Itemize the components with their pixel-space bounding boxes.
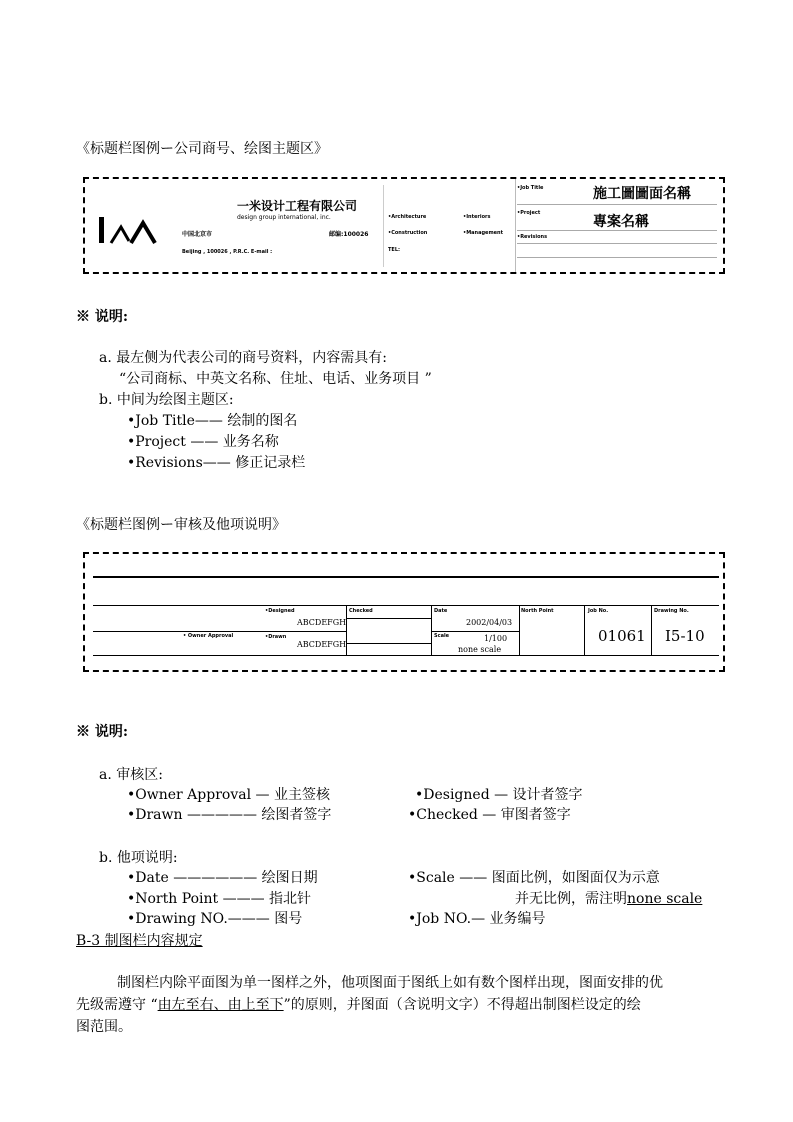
revisions-label: •Revisions [517,234,548,240]
service-architecture: •Architecture [388,214,427,220]
section-title-approval: 《标题栏图例ー审核及他项说明》 [76,517,286,533]
note-drawn: •Drawn ————— 绘图者签字 [127,807,332,823]
note-date: •Date —————— 绘图日期 [127,870,318,886]
company-tel: TEL: [388,247,401,253]
section-heading-b3: B-3 制图栏内容规定 [76,933,203,949]
note-b: b. 中间为绘图主题区: [99,392,234,408]
owner-approval-label: • Owner Approval [183,633,234,639]
note-other-heading: b. 他项说明: [99,850,178,866]
date-label: Date [434,608,448,614]
company-address: Beijing , 100026 , P.R.C. E-mail : [182,249,273,255]
company-city: 中国北京市 [182,231,213,238]
job-no-label: Job No. [588,608,609,614]
date-value: 2002/04/03 [466,618,513,627]
title-block-company [83,177,725,274]
note-revisions: •Revisions—— 修正记录栏 [127,455,306,471]
company-postcode: 邮编:100026 [329,231,369,238]
job-no-value: 01061 [598,627,646,645]
title-block-approval [83,552,725,672]
company-name-en: design group international, inc. [237,214,331,221]
north-point-label: North Point [521,608,554,614]
company-logo-icon [97,211,177,247]
note-heading-1: ※ 说明: [76,309,129,325]
designed-value: ABCDEFGH [297,618,347,627]
paragraph-line-3: 图范围。 [76,1019,132,1035]
note-scale: •Scale —— 图面比例，如图面仅为示意 [408,870,660,886]
drawn-value: ABCDEFGH [297,640,347,649]
drawn-label: •Drawn [265,634,287,640]
note-a: a. 最左侧为代表公司的商号资料，内容需具有: [99,350,387,366]
note-drawing-no: •Drawing NO.——— 图号 [127,911,303,927]
project-label: •Project [517,210,541,216]
scale-label: Scale [434,633,450,639]
service-interiors: •Interiors [463,214,491,220]
paragraph-line-2: 先级需遵守 “由左至右、由上至下”的原则，并图面（含说明文字）不得超出制图栏设定的绘 [76,997,641,1013]
designed-label: •Designed [265,608,295,614]
note-north-point: •North Point ——— 指北针 [127,891,312,907]
service-construction: •Construction [388,230,428,236]
section-title-company: 《标题栏图例ー公司商号、绘图主题区》 [76,141,328,157]
note-scale-cont: 并无比例，需注明none scale [515,891,703,907]
note-project: •Project —— 业务名称 [127,434,279,450]
note-job-no: •Job NO.— 业务编号 [408,911,546,927]
drawing-no-value: I5-10 [665,627,705,645]
checked-label: Checked [349,608,373,614]
service-management: •Management [463,230,503,236]
job-title-label: •Job Title [517,185,544,191]
note-designed: •Designed — 设计者签字 [415,787,583,803]
scale-note: none scale [458,645,502,654]
note-owner-approval: •Owner Approval — 业主签核 [127,787,330,803]
note-job-title: •Job Title—— 绘制的图名 [127,413,298,429]
scale-value: 1/100 [484,634,508,643]
job-title-value: 施工圖圖面名稱 [593,186,691,202]
note-approval-heading: a. 审核区: [99,767,163,783]
paragraph-line-1: 制图栏内除平面图为单一图样之外，他项图面于图纸上如有数个图样出现，图面安排的优 [117,975,663,991]
company-name-cn: 一米设计工程有限公司 [237,199,358,213]
note-heading-2: ※ 说明: [76,724,129,740]
note-a-detail: “公司商标、中英文名称、住址、电话、业务项目 ” [119,371,432,387]
project-value: 專案名稱 [593,214,649,230]
note-checked: •Checked — 审图者签字 [408,807,571,823]
drawing-no-label: Drawing No. [654,608,689,614]
